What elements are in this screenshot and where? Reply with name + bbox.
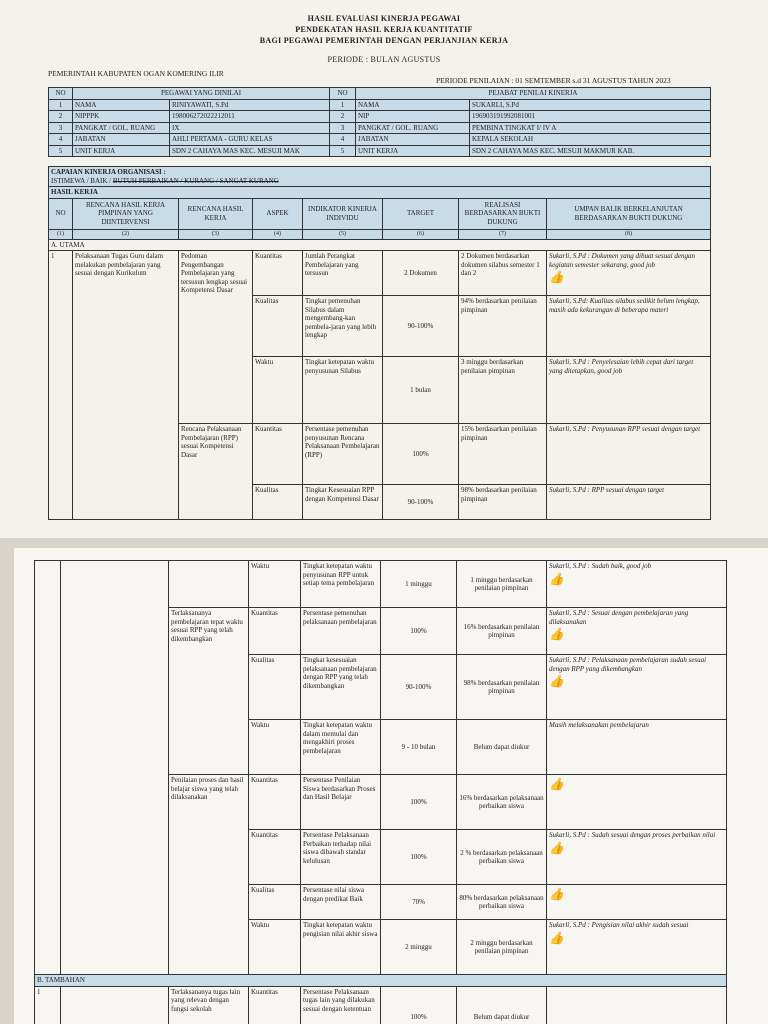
pegawai-value: RINIYAWATI, S.Pd xyxy=(170,99,330,111)
feedback-cell xyxy=(547,296,711,357)
pegawai-no-header: NO xyxy=(49,88,73,100)
feedback-text: Masih melaksanakan pembelajaran xyxy=(549,721,649,729)
aspek: Waktu xyxy=(253,357,303,424)
pejabat-no: 5 xyxy=(330,145,356,157)
capaian-row xyxy=(49,167,711,187)
feedback-cell xyxy=(547,920,727,975)
pegawai-value: AHLI PERTAMA - GURU KELAS xyxy=(170,134,330,146)
feedback-cell xyxy=(547,424,711,485)
indikator: Tingkat pemenuhan Silabus dalam mengembang-kan pembela-jaran yang lebih lengkap xyxy=(303,296,383,357)
col-header-realisasi: REALISASI BERDASARKAN BUKTI DUKUNG xyxy=(459,198,547,229)
target: 100% xyxy=(381,608,457,655)
thumbs-up-icon: 👍 xyxy=(549,840,564,855)
rhk xyxy=(169,561,249,608)
pegawai-header: PEGAWAI YANG DINILAI xyxy=(73,88,330,100)
target: 90-100% xyxy=(381,655,457,720)
section-a-label: A. UTAMA xyxy=(49,239,711,251)
feedback-cell xyxy=(547,986,727,1024)
rhk-pimpinan xyxy=(61,986,169,1024)
pejabat-label: NAMA xyxy=(356,99,470,111)
capaian-options-selected: ISTIMEWA / BAIK / xyxy=(51,176,113,185)
capaian-options xyxy=(51,177,708,186)
identity-row xyxy=(49,111,711,123)
feedback-text: Sukarli, S.Pd : Dokumen yang dibuat sesuai dengan kegiatan semester sekarang, good job xyxy=(549,252,696,269)
column-header-row xyxy=(49,198,711,229)
pejabat-value: 196903191992081001 xyxy=(470,111,711,123)
feedback-text: Sukarli, S.Pd : Sudah sesuai dengan proses perbaikan nilai xyxy=(549,831,716,839)
col-header-no: NO xyxy=(49,198,73,229)
feedback-text: Sukarli, S.Pd : RPP sesuai dengan target xyxy=(549,486,665,494)
aspek: Waktu xyxy=(249,720,301,775)
indikator: Tingkat ketepatan waktu dalam memulai dan mengakhiri proses pembelajaran xyxy=(301,720,381,775)
pegawai-no: 4 xyxy=(49,134,73,146)
realisasi: 94% berdasarkan penilaian pimpinan xyxy=(459,296,547,357)
pejabat-header: PEJABAT PENILAI KINERJA xyxy=(356,88,711,100)
indikator: Persentase Penilaian Siswa berdasarkan Proses dan Hasil Belajar xyxy=(301,775,381,830)
section-a-row xyxy=(49,239,711,251)
col-number: (8) xyxy=(547,229,711,239)
table-row xyxy=(35,986,727,1024)
col-header-aspek: ASPEK xyxy=(253,198,303,229)
column-number-row xyxy=(49,229,711,239)
section-b-label: B. TAMBAHAN xyxy=(35,975,727,987)
rhk: Penilaian proses dan hasil belajar siswa yang telah dilaksanakan xyxy=(169,775,249,975)
capaian-options-struck: BUTUH PERBAIKAN / KURANG / SANGAT KURANG xyxy=(112,176,279,185)
doc-periode-penilaian: PERIODE PENILAIAN : 01 SEMTEMBER s.d 31 AGUSTUS TAHUN 2023 xyxy=(436,76,671,85)
col-number: (7) xyxy=(459,229,547,239)
rhk: Terlaksananya pembelajaran tepat waktu sesuai RPP yang telah dikembangkan xyxy=(169,608,249,775)
col-number: (6) xyxy=(383,229,459,239)
thumbs-up-icon: 👍 xyxy=(549,674,564,688)
pegawai-label: NIPPPK xyxy=(73,111,170,123)
col-number: (4) xyxy=(253,229,303,239)
doc-periode: PERIODE : BULAN AGUSTUS xyxy=(327,55,441,64)
pejabat-no: 1 xyxy=(330,99,356,111)
pejabat-label: PANGKAT / GOL. RUANG xyxy=(356,122,470,134)
target: 1 bulan xyxy=(383,357,459,424)
feedback-cell xyxy=(547,357,711,424)
target: 90-100% xyxy=(383,485,459,520)
realisasi: 98% berdasarkan penilaian pimpinan xyxy=(459,485,547,520)
thumbs-up-icon: 👍 xyxy=(549,627,564,641)
hasil-kerja-label: HASIL KERJA xyxy=(49,187,711,199)
pegawai-label: NAMA xyxy=(73,99,170,111)
thumbs-up-icon: 👍 xyxy=(549,270,564,284)
aspek: Kualitas xyxy=(249,655,301,720)
feedback-cell xyxy=(547,885,727,920)
pejabat-value: KEPALA SEKOLAH xyxy=(470,134,711,146)
performance-table-continued xyxy=(34,560,727,1024)
realisasi: 2 Dokumen berdasarkan dokumen silabus semester 1 dan 2 xyxy=(459,251,547,296)
hasil-kerja-row xyxy=(49,187,711,199)
aspek: Kuantitas xyxy=(249,830,301,885)
feedback-cell xyxy=(547,608,727,655)
col-number: (5) xyxy=(303,229,383,239)
pegawai-no: 5 xyxy=(49,145,73,157)
realisasi: Belum dapat diukur xyxy=(457,986,547,1024)
target: 100% xyxy=(383,424,459,485)
realisasi: 16% berdasarkan penilaian pimpinan xyxy=(457,608,547,655)
feedback-cell xyxy=(547,561,727,608)
pegawai-label: JABATAN xyxy=(73,134,170,146)
pegawai-no: 2 xyxy=(49,111,73,123)
aspek: Kuantitas xyxy=(253,251,303,296)
indikator: Persentase nilai siswa dengan predikat Baik xyxy=(301,885,381,920)
doc-instansi: PEMERINTAH KABUPATEN OGAN KOMERING ILIR xyxy=(48,69,224,78)
indikator: Tingkat ketepatan waktu pengisian nilai akhir siswa xyxy=(301,920,381,975)
pejabat-no: 2 xyxy=(330,111,356,123)
aspek: Kualitas xyxy=(253,296,303,357)
identity-row xyxy=(49,134,711,146)
pegawai-label: PANGKAT / GOL. RUANG xyxy=(73,122,170,134)
pegawai-no: 1 xyxy=(49,99,73,111)
aspek: Kuantitas xyxy=(249,986,301,1024)
feedback-text: Sukarli, S.Pd: Kualitas silabus sedikit belum lengkap, masih ada kekurangan di beberapa materi xyxy=(549,297,700,314)
identity-row xyxy=(49,99,711,111)
pejabat-label: JABATAN xyxy=(356,134,470,146)
thumbs-up-icon: 👍 xyxy=(549,777,564,791)
col-header-umpan-balik: UMPAN BALIK BERKELANJUTAN BERDASARKAN BUKTI DUKUNG xyxy=(547,198,711,229)
pejabat-value: SDN 2 CAHAYA MAS KEC. MESUJI MAKMUR KAB. xyxy=(470,145,711,157)
row-number: 1 xyxy=(35,986,61,1024)
indikator: Tingkat ketepatan waktu penyusunan Silabus xyxy=(303,357,383,424)
realisasi: 80% berdasarkan pelaksanaan perbaikan siswa xyxy=(457,885,547,920)
feedback-cell xyxy=(547,655,727,720)
aspek: Kuantitas xyxy=(249,775,301,830)
indikator: Tingkat Kesesuaian RPP dengan Kompetensi Dasar xyxy=(303,485,383,520)
doc-title-2: PENDEKATAN HASIL KERJA KUANTITATIF xyxy=(295,25,473,34)
indikator: Persentase pemenuhan penyusunan Rencana Pelaksanaan Pembelajaran (RPP) xyxy=(303,424,383,485)
pegawai-value: SDN 2 CAHAYA MAS KEC. MESUJI MAK xyxy=(170,145,330,157)
realisasi: 3 minggu berdasarkan penilaian pimpinan xyxy=(459,357,547,424)
doc-title-3: BAGI PEGAWAI PEMERINTAH DENGAN PERJANJIAN KERJA xyxy=(259,36,509,45)
identity-row xyxy=(49,145,711,157)
realisasi: Belum dapat diukur xyxy=(457,720,547,775)
aspek: Kuantitas xyxy=(253,424,303,485)
indikator: Jumlah Perangkat Pembelajaran yang tersusun xyxy=(303,251,383,296)
target: 9 - 10 bulan xyxy=(381,720,457,775)
rhk: Pedoman Pengembangan Pembelajaran yang tersusun lengkap sesuai Kompetensi Dasar xyxy=(179,251,253,424)
target: 100% xyxy=(381,775,457,830)
pegawai-value: IX xyxy=(170,122,330,134)
row-number: 1 xyxy=(49,251,73,520)
col-number: (1) xyxy=(49,229,73,239)
feedback-cell xyxy=(547,830,727,885)
pegawai-value: 198006272022212011 xyxy=(170,111,330,123)
target: 100% xyxy=(381,830,457,885)
realisasi: 2 % berdasarkan pelaksanaan perbaikan siswa xyxy=(457,830,547,885)
feedback-cell xyxy=(547,775,727,830)
thumbs-up-icon: 👍 xyxy=(549,887,564,901)
realisasi: 98% berdasarkan penilaian pimpinan xyxy=(457,655,547,720)
col-header-target: TARGET xyxy=(383,198,459,229)
identity-header-row xyxy=(49,88,711,100)
page-2 xyxy=(14,548,768,1024)
target: 1 minggu xyxy=(381,561,457,608)
realisasi: 2 minggu berdasarkan penilaian pimpinan xyxy=(457,920,547,975)
feedback-text: Sukarli, S.Pd : Penyusunan RPP sesuai dengan target xyxy=(549,425,701,433)
col-header-rhk: RENCANA HASIL KERJA xyxy=(179,198,253,229)
rhk-pimpinan-continued xyxy=(61,561,169,975)
rhk-pimpinan: Pelaksanaan Tugas Guru dalam melakukan pembelajaran yang sesuai dengan Kurikulum xyxy=(73,251,179,520)
realisasi: 15% berdasarkan penilaian pimpinan xyxy=(459,424,547,485)
col-header-rhk-pimpinan: RENCANA HASIL KERJA PIMPINAN YANG DIINTERVENSI xyxy=(73,198,179,229)
indikator: Tingkat kesesuaian pelaksanaan pembelajaran dengan RPP yang telah dikembangkan xyxy=(301,655,381,720)
thumbs-up-icon: 👍 xyxy=(549,930,564,945)
indikator: Persentase Pelaksanaan Perbaikan terhadap nilai siswa dibawah standar kelulusan xyxy=(301,830,381,885)
feedback-cell xyxy=(547,485,711,520)
pejabat-no-header: NO xyxy=(330,88,356,100)
feedback-cell xyxy=(547,720,727,775)
pejabat-label: UNIT KERJA xyxy=(356,145,470,157)
performance-table xyxy=(48,166,711,520)
realisasi: 1 minggu berdasarkan penilaian pimpinan xyxy=(457,561,547,608)
aspek: Kualitas xyxy=(253,485,303,520)
row-number-continued xyxy=(35,561,61,975)
target: 70% xyxy=(381,885,457,920)
realisasi: 16% berdasarkan pelaksanaan perbaikan siswa xyxy=(457,775,547,830)
feedback-text: Sukarli, S.Pd : Pengisian nilai akhir sudah sesuai xyxy=(549,921,689,929)
thumbs-up-icon: 👍 xyxy=(549,571,564,586)
pegawai-label: UNIT KERJA xyxy=(73,145,170,157)
pejabat-label: NIP xyxy=(356,111,470,123)
feedback-text: Sukarli, S.Pd : Penyelesaian lebih cepat dari target yang ditetapkan, good job xyxy=(549,358,694,375)
target: 90-100% xyxy=(383,296,459,357)
doc-title-1: HASIL EVALUASI KINERJA PEGAWAI xyxy=(307,14,461,23)
aspek: Waktu xyxy=(249,561,301,608)
aspek: Kualitas xyxy=(249,885,301,920)
feedback-text: Sukarli, S.Pd : Pelaksanaan pembelajaran sudah sesuai dengan RPP yang dikembangkan xyxy=(549,656,707,673)
indikator: Tingkat ketepatan waktu penyusunan RPP untuk setiap tema pembelajaran xyxy=(301,561,381,608)
pejabat-no: 4 xyxy=(330,134,356,146)
target: 2 minggu xyxy=(381,920,457,975)
col-number: (2) xyxy=(73,229,179,239)
table-row xyxy=(35,561,727,608)
feedback-text: Sukarli, S.Pd : Sesuai dengan pembelajaran yang dilaksanakan xyxy=(549,609,689,626)
section-b-row xyxy=(35,975,727,987)
capaian-label: CAPAIAN KINERJA ORGANISASI : xyxy=(51,168,166,176)
capaian-cell xyxy=(49,167,711,187)
rhk: Rencana Pelaksanaan Pembelajaran (RPP) sesuai Kompetensi Dasar xyxy=(179,424,253,520)
pejabat-value: PEMBINA TINGKAT I/ IV A xyxy=(470,122,711,134)
target: 2 Dokumen xyxy=(383,251,459,296)
target: 100% xyxy=(381,986,457,1024)
table-row xyxy=(49,251,711,296)
col-header-indikator: INDIKATOR KINERJA INDIVIDU xyxy=(303,198,383,229)
identity-table xyxy=(48,87,711,157)
indikator: Persentase Pelaksanaan tugas lain yang dilakukan sesuai dengan ketentuan xyxy=(301,986,381,1024)
rhk: Terlaksananya tugas lain yang relevan dengan fungsi sekolah xyxy=(169,986,249,1024)
pegawai-no: 3 xyxy=(49,122,73,134)
identity-row xyxy=(49,122,711,134)
col-number: (3) xyxy=(179,229,253,239)
aspek: Kuantitas xyxy=(249,608,301,655)
aspek: Waktu xyxy=(249,920,301,975)
feedback-text: Sukarli, S.Pd : Sudah baik, good job xyxy=(549,562,652,570)
pejabat-no: 3 xyxy=(330,122,356,134)
feedback-cell xyxy=(547,251,711,296)
pejabat-value: SUKARLI, S.Pd xyxy=(470,99,711,111)
indikator: Persentase pemenuhan pelaksanaan pembelajaran xyxy=(301,608,381,655)
